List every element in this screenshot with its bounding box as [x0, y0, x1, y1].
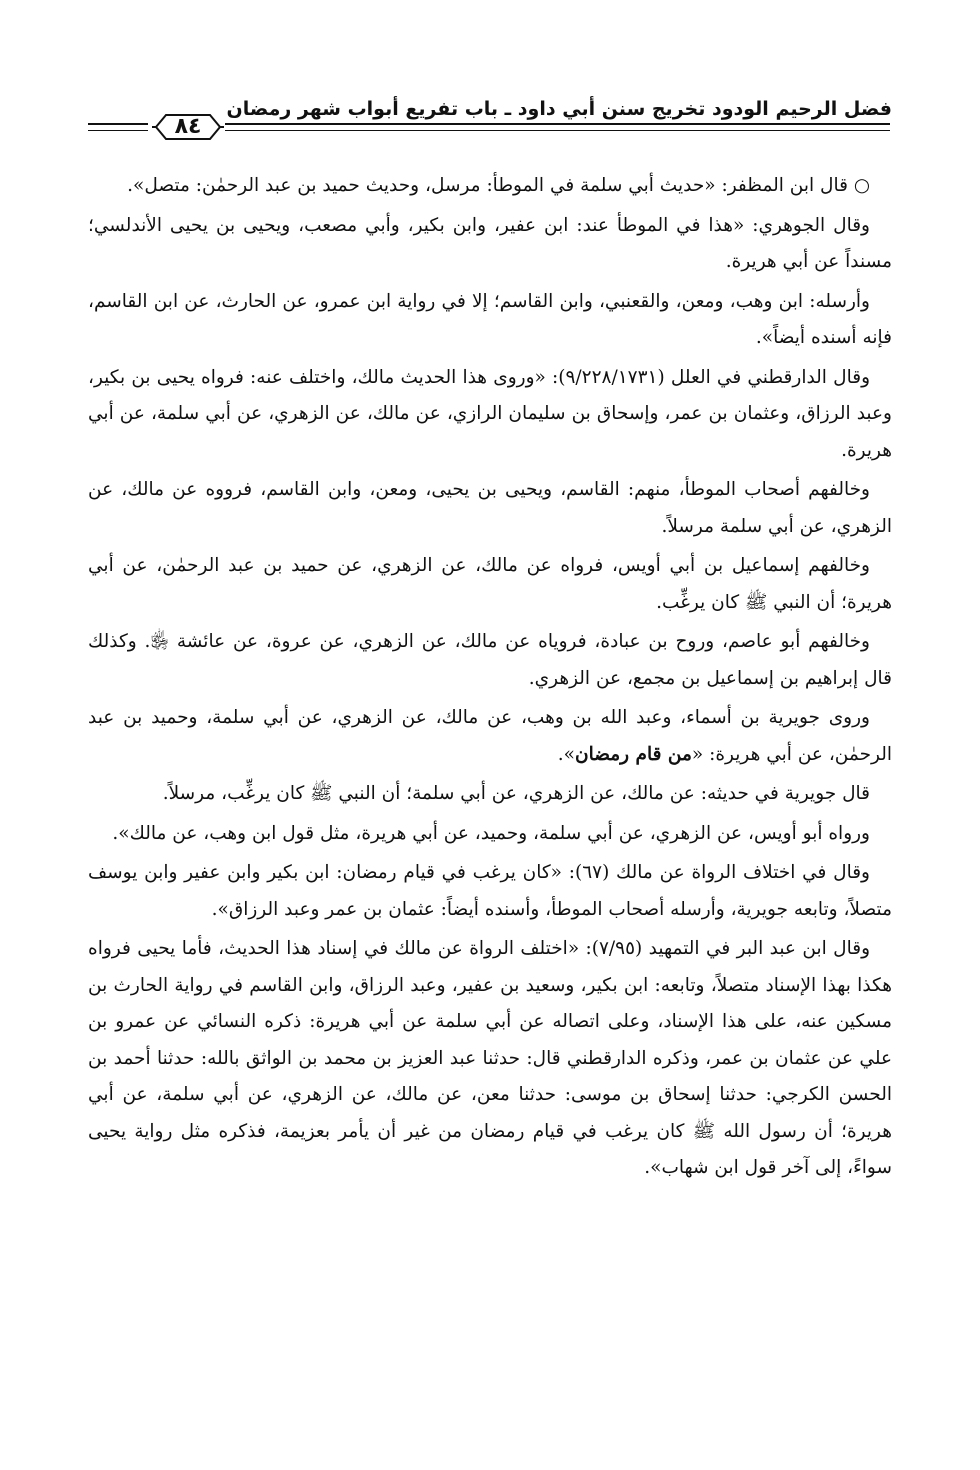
paragraph: وخالفهم إسماعيل بن أبي أويس، فرواه عن مالك، عن الزهري، عن حميد بن عبد الرحمٰن، عن أبي هريرة؛ أن النبي ﷺ كان يرغِّب.	[88, 555, 892, 613]
header-rule	[225, 123, 890, 125]
paragraph: وخالفهم أصحاب الموطأ، منهم: القاسم، ويحيى بن يحيى، ومعن، وابن القاسم، فرووه عن مالك، عن الزهري، عن أبي سلمة مرسلاً.	[88, 479, 892, 537]
paragraph: ○ قال ابن المظفر: «حديث أبي سلمة في الموطأ: مرسل، وحديث حميد بن عبد الرحمٰن: متصل».	[127, 175, 870, 196]
paragraph: قال جويرية في حديثه: عن مالك، عن الزهري، عن أبي سلمة؛ أن النبي ﷺ كان يرغِّب، مرسلاً.	[162, 783, 870, 804]
header-rule-left-thin	[88, 130, 148, 131]
page-number: ٨٤	[174, 114, 202, 139]
paragraph: ورواه أبو أويس، عن الزهري، عن أبي سلمة، وحميد، عن أبي هريرة، مثل قول ابن وهب، عن مالك».	[112, 822, 870, 844]
hadith-quote: من قام رمضان	[574, 743, 692, 765]
paragraph: وخالفهم أبو عاصم، وروح بن عبادة، فروياه عن مالك، عن الزهري، عن عروة، عن عائشة ﵂. وكذلك قال إبراهيم بن إسماعيل بن مجمع، عن الزهري.	[88, 631, 892, 689]
paragraph: وقال الدارقطني في العلل (٩/٢٢٨/١٧٣١): «وروى هذا الحديث مالك، واختلف عنه: فرواه يحيى بن بكير، وعبد الرزاق، وعثمان بن عمر، وإسحاق بن سليمان الرازي، عن مالك، عن الزهري، عن أبي سلمة، عن أبي هريرة.	[88, 366, 892, 461]
body-text	[88, 168, 892, 1190]
paragraph: وقال ابن عبد البر في التمهيد (٧/٩٥): «اختلف الرواة عن مالك في إسناد هذا الحديث، فأما يحيى فرواه هكذا بهذا الإسناد متصلاً، وتابعه: ابن بكير، وسعيد بن عفير، وعبد الرزاق، وابن القاسم في رواية الحارث بن مسكين عنه، على هذا الإسناد، وعلى اتصاله عن أبي سلمة عن أبي هريرة: ذكره النسائي عن عمرو بن علي عن عثمان بن عمر، وذكره الدارقطني قال: حدثنا عبد العزيز بن محمد بن الواثق بالله: حدثنا أحمد بن الحسن الكرجي: حدثنا إسحاق بن موسى: حدثنا معن، عن مالك، عن الزهري، عن أبي سلمة، عن أبي هريرة؛ أن رسول الله ﷺ كان يرغب في قيام رمضان من غير أن يأمر بعزيمة، فذكره مثل رواية يحيى سواءً، إلى آخر قول ابن شهاب».	[88, 938, 892, 1178]
paragraph: وقال في اختلاف الرواة عن مالك (٦٧): «كان يرغب في قيام رمضان: ابن بكير وابن عفير وابن يوسف متصلاً، وتابعه جويرية، وأرسله أصحاب الموطأ، وأسنده أيضاً: عثمان بن عمر وعبد الرزاق».	[88, 862, 892, 920]
paragraph: وقال الجوهري: «هذا في الموطأ عند: ابن عفير، وابن بكير، وأبي مصعب، ويحيى بن يحيى الأندلسي؛ مسنداً عن أبي هريرة.	[88, 214, 892, 272]
header-rule-thin	[225, 130, 890, 131]
paragraph: وروى جويرية بن أسماء، وعبد الله بن وهب، عن مالك، عن الزهري، عن أبي سلمة، وحميد بن عبد الرحمٰن، عن أبي هريرة: «من قام رمضان».	[88, 707, 892, 765]
header-rule-left	[88, 123, 148, 125]
paragraph: وأرسله: ابن وهب، ومعن، والقعنبي، وابن القاسم؛ إلا في رواية ابن عمرو، عن الحارث، عن ابن القاسم، فإنه أسنده أيضاً».	[88, 290, 892, 348]
running-title: فضل الرحيم الودود تخريج سنن أبي داود ـ باب تفريع أبواب شهر رمضان	[226, 98, 892, 120]
